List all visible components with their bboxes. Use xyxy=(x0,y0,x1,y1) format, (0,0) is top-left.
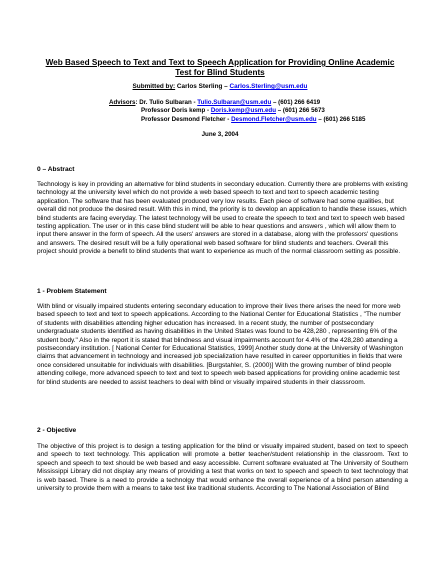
submitter-name: Carlos Sterling – xyxy=(175,83,230,90)
advisor-phone: – (601) 266 5185 xyxy=(316,115,366,123)
advisor-row xyxy=(109,107,365,115)
advisor-email-link[interactable]: Doris.kemp@usm.edu xyxy=(210,107,276,115)
advisor-phone: – (601) 266 6419 xyxy=(271,99,321,106)
section-heading-objective: 2 - Objective xyxy=(37,427,77,434)
submitted-by-line xyxy=(0,83,440,91)
advisor-name: Professor Doris kemp - xyxy=(141,107,211,115)
document-date: June 3, 2004 xyxy=(201,131,239,138)
submitter-email-link[interactable]: Carlos.Sterling@usm.edu xyxy=(229,83,308,90)
advisor-email-link[interactable]: Desmond.Fletcher@usm.edu xyxy=(231,115,317,123)
section-heading-problem-statement: 1 - Problem Statement xyxy=(37,288,107,295)
section-body-objective: The objective of this project is to design a testing application for the blind or visually impaired student, based on text to speech and speech to text technology. This application will promote a better teacher/student relationship in the classroom. Text to speech and speech to text should be web based and easy accessible. Current software evaluated at The University of Southern Mississippi Library did not display any means of providing a test that works on text to speech and speech to text technology that is web based. There is a need to provide a technolgy that would enhance the overall experience of a blind person attending a university to provide them with a means to take test like traditional students. According to The National Association of Blind xyxy=(37,443,408,493)
advisor-name: : Dr. Tulio Sulbaran - xyxy=(135,99,198,106)
advisors-label: Advisors xyxy=(109,99,136,106)
section-body-abstract: Technology is key in providing an alternative for blind students in secondary education. Currently there are problems with existing technology at the university level which do not provide a web based speech to text and text to speech academic testing application. The software that has been evaluated produced very low results. Each piece of software had some qualities, but overall did not produce the desired result. With this in mind, the priority is to develop an application to handle these issues, which blind students are facing everyday. The latest technology will be used to create the speech to text and text to speech web based testing application. The user or in this case blind student will be able to hear questions and answers , which will allow them to input there answer in the form of speech. All the users' answers are stored in a database, along with the professors' questions and answers. The desired result will be a fully operational web based software for blind students and teachers. Overall this project should provide a benefit to blind students that want to experience as much of the normal classroom setting as possible. xyxy=(37,181,408,256)
advisor-row xyxy=(109,116,365,124)
advisor-phone: – (601) 266 5673 xyxy=(276,107,325,115)
paper-title: Web Based Speech to Text and Text to Speech Application for Providing Online Academic Test for Blind Students xyxy=(45,58,395,77)
section-heading-abstract: 0 – Abstract xyxy=(37,166,75,173)
section-body-problem-statement: With blind or visually impaired students entering secondary education to improve their lives there arises the need for more web based speech to text and text to speech applications. According to the National Center for Educational Statistics , "The number of students with disabilities attending higher education has increased. In a recent study, the number of postsecondary undergraduate students identified as having disabilities in the United States was found to be 428,280 , representing 6% of the student body." Also in the report it is stated that blindness and visual impairments account for 4.4% of the 428,280 attending a postsecondary institution. [ National Center for Educational Statistics, 1999] Another study done at the University of Washington claims that advancement in technology and increased job specialization have resulted in career opportunities in fields that were once considered unsuitable for individuals with disabilities. [Burgstahler, S. (2000)] With the growing number of blind people attending college, more advanced speech to text and text to speech web based applications for providing online academic test for blind students are needed to assist teachers to deal with blind or visually impaired students in their classsroom. xyxy=(37,303,404,386)
submitted-by-label: Submitted by: xyxy=(132,83,176,90)
advisors-block xyxy=(109,99,365,124)
advisor-email-link[interactable]: Tulio.Sulbaran@usm.edu xyxy=(197,99,272,106)
advisor-name: Professor Desmond Fletcher - xyxy=(141,115,232,123)
advisor-row xyxy=(109,99,365,107)
